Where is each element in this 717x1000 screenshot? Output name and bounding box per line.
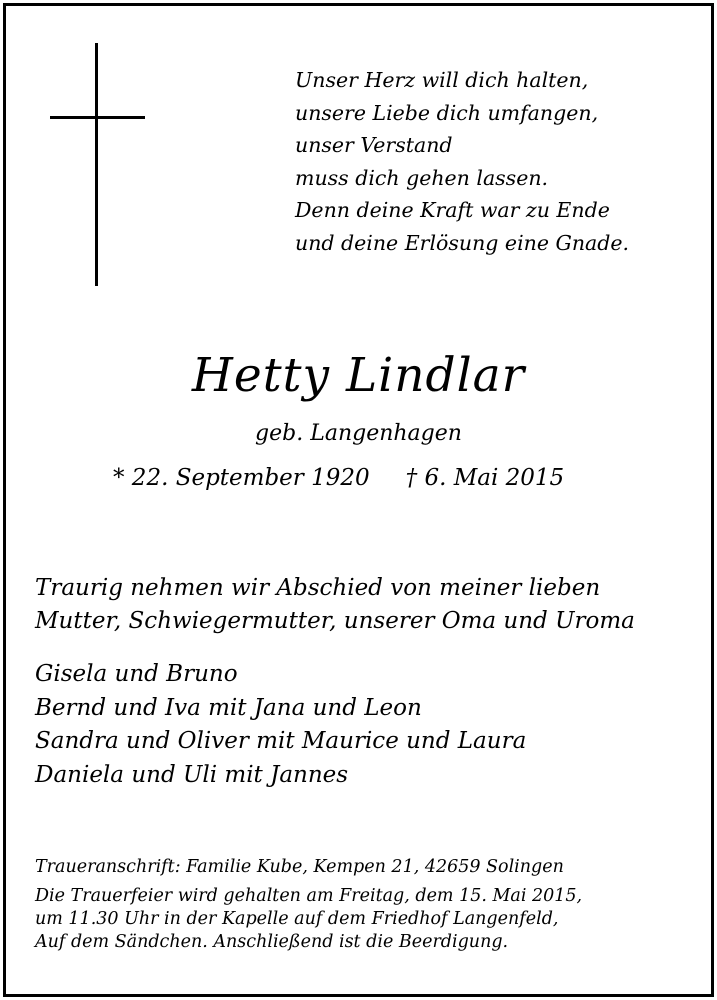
family-member-line: Daniela und Uli mit Jannes bbox=[35, 761, 349, 788]
farewell-text bbox=[35, 572, 635, 638]
birth-name: geb. Langenhagen bbox=[255, 421, 462, 446]
ceremony-line: Die Trauerfeier wird gehalten am Freitag, dem 15. Mai 2015, bbox=[35, 886, 583, 906]
birth-date: * 22. September 1920 bbox=[113, 465, 370, 491]
poem bbox=[295, 64, 629, 259]
deceased-name: Hetty Lindlar bbox=[191, 348, 526, 403]
mourning-address: Traueranschrift: Familie Kube, Kempen 21, 42659 Solingen bbox=[35, 857, 564, 877]
cross-vertical-bar bbox=[95, 43, 98, 286]
poem-line: muss dich gehen lassen. bbox=[295, 165, 549, 190]
life-dates bbox=[113, 462, 564, 494]
family-member-line: Bernd und Iva mit Jana und Leon bbox=[35, 694, 422, 721]
ceremony-line: Auf dem Sändchen. Anschließend ist die Beerdigung. bbox=[35, 932, 509, 952]
poem-line: Unser Herz will dich halten, bbox=[295, 68, 589, 92]
family-member-line: Sandra und Oliver mit Maurice und Laura bbox=[35, 728, 527, 754]
farewell-line: Traurig nehmen wir Abschied von meiner lieben bbox=[35, 575, 601, 601]
cross-horizontal-bar bbox=[50, 116, 145, 119]
poem-line: Denn deine Kraft war zu Ende bbox=[295, 198, 610, 222]
poem-line: unsere Liebe dich umfangen, bbox=[295, 100, 599, 125]
family-member-line: Gisela und Bruno bbox=[35, 661, 238, 687]
ceremony-line: um 11.30 Uhr in der Kapelle auf dem Friedhof Langenfeld, bbox=[35, 909, 559, 929]
farewell-line: Mutter, Schwiegermutter, unserer Oma und Uroma bbox=[35, 608, 635, 634]
death-date: † 6. Mai 2015 bbox=[405, 465, 565, 491]
poem-line: unser Verstand bbox=[295, 133, 453, 157]
poem-line: und deine Erlösung eine Gnade. bbox=[295, 230, 630, 255]
family-list bbox=[35, 658, 526, 792]
footer-info bbox=[35, 856, 582, 954]
